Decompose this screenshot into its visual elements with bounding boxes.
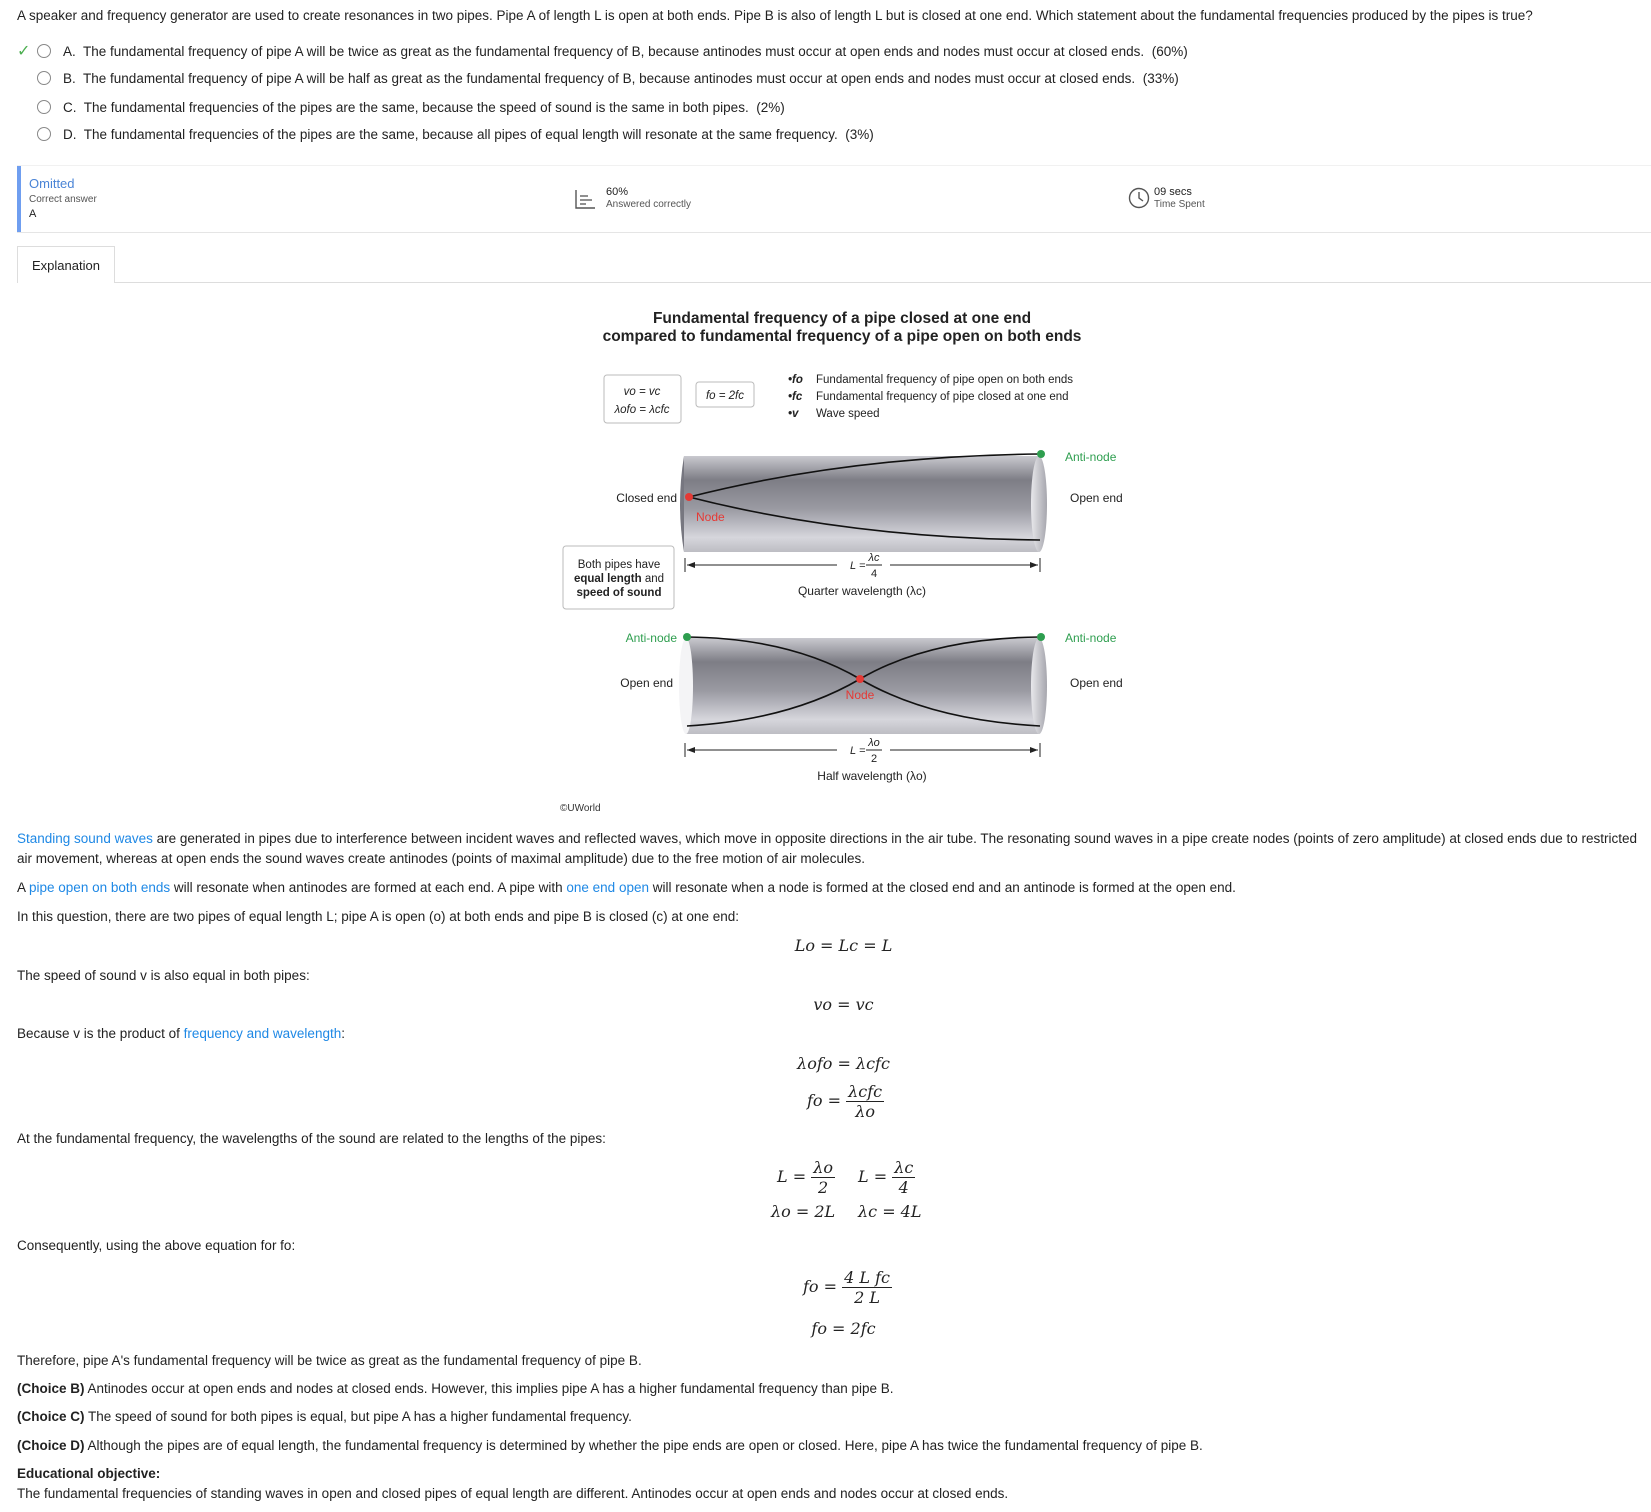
option-letter: B. <box>63 70 76 86</box>
closed-pipe <box>680 450 1047 552</box>
legend-text: Fundamental frequency of pipe open on both ends <box>816 374 1074 386</box>
option-text: The fundamental frequencies of the pipes are the same, because all pipes of equal length will resonate at the same frequency. <box>83 126 838 142</box>
status-label: Omitted <box>29 176 75 191</box>
svg-text:L =: L = <box>850 560 866 572</box>
both-pipes-line2: equal length and <box>573 573 665 585</box>
node-label: Node <box>845 688 875 702</box>
open-end-label: Open end <box>620 676 673 690</box>
bar-chart-icon <box>574 188 596 210</box>
legend-text: Fundamental frequency of pipe closed at one end <box>816 391 1069 403</box>
choice-c-explanation: (Choice C) The speed of sound for both pipes is equal, but pipe A has a higher fundamental frequency. <box>17 1409 632 1424</box>
legend-sym: v <box>792 408 799 420</box>
both-pipes-line3: speed of sound <box>576 587 662 599</box>
equation-lambda-open: λo = 2L <box>771 1202 836 1221</box>
antinode-marker <box>683 633 691 641</box>
node-label: Node <box>696 510 725 524</box>
dimension-quarter <box>685 552 1040 598</box>
antinode-label: Anti-node <box>625 631 677 645</box>
legend <box>788 374 1073 420</box>
node-marker <box>856 675 864 683</box>
svg-text:2: 2 <box>870 753 878 765</box>
option-letter: D. <box>63 126 77 142</box>
open-end-label: Open end <box>1070 491 1123 505</box>
educational-objective-text: The fundamental frequencies of standing waves in open and closed pipes of equal length are different. Antinodes occur at open ends and nodes occur at closed ends. <box>17 1486 1009 1501</box>
svg-text:•v: •v <box>788 408 799 420</box>
radio-button[interactable] <box>37 100 51 114</box>
clock-icon <box>1128 187 1150 209</box>
antinode-label: Anti-node <box>1065 450 1117 464</box>
antinode-marker <box>1037 633 1045 641</box>
time-spent-value: 09 secs <box>1154 186 1192 198</box>
explanation-para-5: Because v is the product of frequency and wavelength: <box>17 1026 345 1041</box>
svg-text:λo: λo <box>868 737 880 749</box>
tab-explanation[interactable]: Explanation <box>17 246 115 283</box>
stats-bar <box>17 165 1651 233</box>
equation-L-open: L = $\frac{\lambda o}{2}$ <box>777 1158 833 1197</box>
tab-divider <box>17 282 1651 283</box>
explanation-para-6: At the fundamental frequency, the wavelengths of the sound are related to the lengths of the pipes: <box>17 1131 606 1146</box>
legend-sym: fo <box>792 374 803 386</box>
option-percent: (33%) <box>1142 70 1179 86</box>
copyright: ©UWorld <box>560 803 601 814</box>
open-end-label: Open end <box>1070 676 1123 690</box>
option-letter: A. <box>63 43 76 59</box>
svg-text:L =: L = <box>850 745 866 757</box>
option-text: The fundamental frequency of pipe A will be twice as great as the fundamental frequency of B, because antinodes must occur at open ends and nodes must occur at closed ends. <box>83 43 1145 59</box>
correct-answer-label: Correct answer <box>29 194 97 205</box>
equation-fo-substituted: fo = $\frac{\text{4 L fc}}{2 L}$ <box>803 1268 890 1307</box>
percent-correct-value: 60% <box>606 186 629 198</box>
explanation-para-3: In this question, there are two pipes of equal length L; pipe A is open (o) at both ends and pipe B is closed (c) at one end: <box>17 909 739 924</box>
checkmark-icon: ✓ <box>17 43 31 60</box>
quarter-wavelength-label: Quarter wavelength (λc) <box>797 584 927 598</box>
question-stem: A speaker and frequency generator are used to create resonances in two pipes. Pipe A of length L is open at both ends. Pipe B is also of length L but is closed at one end. Which statement about the fundamental frequencies produced by the pipes is true? <box>17 8 1533 23</box>
choice-b-explanation: (Choice B) Antinodes occur at open ends and nodes at closed ends. However, this implies pipe A has a higher fundamental frequency than pipe B. <box>17 1381 894 1396</box>
both-pipes-line1: Both pipes have <box>577 559 661 571</box>
node-marker <box>685 493 693 501</box>
option-b[interactable] <box>17 66 1179 90</box>
equation-wave-speed: λofo = λcfc <box>797 1054 890 1073</box>
option-percent: (60%) <box>1151 43 1188 59</box>
open-pipe <box>679 633 1047 734</box>
closed-end-label: Closed end <box>616 491 677 505</box>
radio-button[interactable] <box>37 44 51 58</box>
equation-lengths: Lo = Lc = L <box>794 936 893 955</box>
figure-title-line1: Fundamental frequency of a pipe closed at one end <box>652 310 1032 327</box>
option-text: The fundamental frequencies of the pipes are the same, because the speed of sound is the same in both pipes. <box>83 99 749 115</box>
equation-fo-ratio: fo = $\frac{\text{λcfc}}{\lambda o}$ <box>807 1082 883 1121</box>
radio-button[interactable] <box>37 127 51 141</box>
correct-answer-value: A <box>29 208 37 220</box>
radio-button[interactable] <box>37 71 51 85</box>
dimension-half <box>685 737 1040 783</box>
option-percent: (3%) <box>845 126 874 142</box>
svg-text:4: 4 <box>870 568 878 580</box>
time-spent-label: Time Spent <box>1154 199 1205 210</box>
status-accent <box>17 166 21 232</box>
option-c[interactable] <box>17 95 785 119</box>
option-letter: C. <box>63 99 77 115</box>
educational-objective-label: Educational objective: <box>17 1466 161 1481</box>
option-a[interactable] <box>17 39 1188 63</box>
box1-line1: vo = vc <box>623 386 661 398</box>
equation-result: fo = 2fc <box>811 1319 876 1338</box>
svg-text:•fo: •fo <box>788 374 803 386</box>
option-d[interactable] <box>17 122 874 146</box>
antinode-label: Anti-node <box>1065 631 1117 645</box>
link-frequency-and-wavelength[interactable]: frequency and wavelength <box>183 1026 342 1041</box>
link-one-end-open[interactable]: one end open <box>566 880 649 895</box>
box2-text: fo = 2fc <box>705 390 745 402</box>
explanation-para-8: Therefore, pipe A's fundamental frequency will be twice as great as the fundamental frequency of pipe B. <box>17 1353 642 1368</box>
svg-text:•fc: •fc <box>788 391 803 403</box>
link-pipe-open-both-ends[interactable]: pipe open on both ends <box>29 880 171 895</box>
svg-text:λc: λc <box>868 552 880 564</box>
percent-correct-label: Answered correctly <box>606 199 692 210</box>
pipe-resonance-figure <box>550 306 1150 816</box>
equation-lambda-closed: λc = 4L <box>858 1202 922 1221</box>
figure-title-line2: compared to fundamental frequency of a pipe open on both ends <box>602 328 1082 345</box>
choice-d-explanation: (Choice D) Although the pipes are of equal length, the fundamental frequency is determined by whether the pipe ends are open or closed. Here, pipe A has twice the fundamental frequency of pipe B. <box>17 1438 1203 1453</box>
link-standing-sound-waves[interactable]: Standing sound waves <box>17 831 153 846</box>
antinode-marker <box>1037 450 1045 458</box>
half-wavelength-label: Half wavelength (λo) <box>817 769 927 783</box>
equation-L-closed: L = $\frac{\lambda c}{4}$ <box>858 1158 914 1197</box>
equation-speeds: vo = vc <box>813 995 874 1014</box>
legend-sym: fc <box>792 391 803 403</box>
explanation-para-1: Standing sound waves are generated in pipes due to interference between incident waves and reflected waves, which move in opposite directions in the air tube. The resonating sound waves in a pipe create nodes (points of zero amplitude) at closed ends due to restricted air movement, whereas at open ends the sound waves create antinodes (points of maximal amplitude) due to the free motion of air molecules. <box>17 831 1637 866</box>
box1-line2: λofo = λcfc <box>614 404 670 416</box>
option-percent: (2%) <box>756 99 785 115</box>
explanation-para-7: Consequently, using the above equation for fo: <box>17 1238 296 1253</box>
explanation-para-2: A pipe open on both ends will resonate when antinodes are formed at each end. A pipe with one end open will resonate when a node is formed at the closed end and an antinode is formed at the open end. <box>17 880 1236 895</box>
explanation-para-4: The speed of sound v is also equal in both pipes: <box>17 968 310 983</box>
option-text: The fundamental frequency of pipe A will be half as great as the fundamental frequency of B, because antinodes must occur at open ends and nodes must occur at closed ends. <box>83 70 1136 86</box>
legend-text: Wave speed <box>816 408 880 420</box>
